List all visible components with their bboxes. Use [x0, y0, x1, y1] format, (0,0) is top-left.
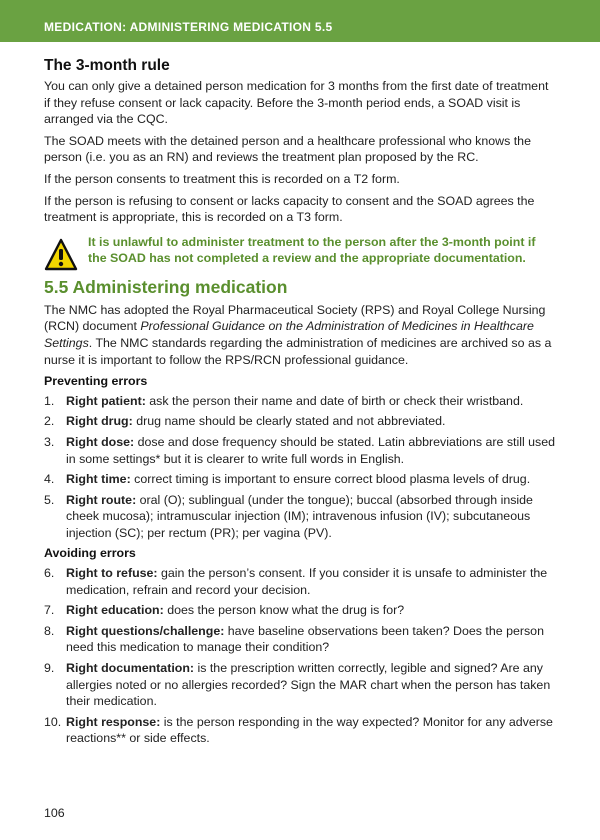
- list-item: [44, 434, 556, 467]
- item-term: Right time:: [66, 472, 131, 487]
- page-number: 106: [44, 806, 65, 820]
- list-item: [44, 660, 556, 710]
- item-text: is the person responding in the way expected? Monitor for any adverse reactions** or side effects.: [66, 714, 553, 746]
- rule-paragraph: You can only give a detained person medication for 3 months from the first date of treatment if they refuse consent or lack capacity. Before the 3-month period ends, a SOAD visit is arranged via the CQC.: [44, 79, 549, 127]
- running-header: [0, 0, 600, 42]
- item-term: Right to refuse:: [66, 566, 158, 581]
- three-month-rule-heading: The 3-month rule: [44, 57, 170, 74]
- intro-text-before: The NMC has adopted the Royal Pharmaceutical Society (RPS) and Royal College Nursing (RCN) document: [44, 302, 546, 334]
- item-term: Right dose:: [66, 434, 135, 449]
- item-text: is the prescription written correctly, legible and signed? Are any allergies noted or no allergies recorded? Sign the MAR chart when the person has taken their medication.: [66, 661, 551, 709]
- item-term: Right patient:: [66, 393, 146, 408]
- list-item: [44, 492, 556, 542]
- item-term: Right education:: [66, 603, 164, 618]
- item-text: correct timing is important to ensure correct blood plasma levels of drug.: [130, 472, 531, 487]
- item-text: does the person know what the drug is for?: [163, 603, 405, 618]
- item-number: 5.: [44, 492, 55, 507]
- avoiding-errors-heading: Avoiding errors: [44, 546, 136, 561]
- item-text: oral (O); sublingual (under the tongue); buccal (absorbed through inside cheek mucosa); intramuscular injection (IM); intravenous infusion (IV); subcutaneous injection (SC); per rectum (PR); per vagina (PV).: [66, 492, 533, 540]
- avoiding-errors-list: [44, 565, 556, 747]
- item-term: Right route:: [66, 492, 137, 507]
- item-term: Right questions/challenge:: [66, 623, 225, 638]
- document-title: Professional Guidance on the Administration of Medicines in Healthcare Settings: [44, 319, 534, 350]
- section-intro: [44, 302, 556, 368]
- warning-text: It is unlawful to administer treatment to the person after the 3-month point if the SOAD has not completed a review and the appropriate documentation.: [88, 234, 536, 266]
- item-term: Right drug:: [66, 414, 133, 429]
- item-term: Right response:: [66, 714, 161, 729]
- item-number: 8.: [44, 623, 55, 638]
- item-text: ask the person their name and date of birth or check their wristband.: [145, 393, 524, 408]
- item-number: 3.: [44, 434, 55, 449]
- preventing-errors-heading: Preventing errors: [44, 374, 148, 389]
- item-number: 4.: [44, 472, 55, 487]
- preventing-errors-list: [44, 393, 556, 542]
- item-number: 10.: [44, 714, 62, 729]
- item-text: gain the person’s consent. If you consider it is unsafe to administer the medication, refrain and record your decision.: [66, 566, 548, 597]
- list-item: [44, 413, 556, 430]
- rule-paragraph: If the person consents to treatment this is recorded on a T2 form.: [44, 171, 400, 186]
- intro-text-after: . The NMC standards regarding the administration of medicines are archived so as a nurse it is important to follow the RPS/RCN professional guidance.: [44, 335, 552, 367]
- warning-triangle-icon: [44, 238, 78, 272]
- warning-callout: [44, 234, 556, 272]
- item-number: 2.: [44, 414, 55, 429]
- section-heading: 5.5 Administering medication: [44, 276, 288, 297]
- list-item: [44, 565, 556, 598]
- item-text: drug name should be clearly stated and not abbreviated.: [132, 414, 446, 429]
- list-item: [44, 623, 556, 656]
- item-number: 7.: [44, 603, 55, 618]
- list-item: [44, 393, 556, 410]
- item-term: Right documentation:: [66, 661, 195, 676]
- item-number: 9.: [44, 661, 55, 676]
- item-number: 6.: [44, 566, 55, 581]
- item-number: 1.: [44, 393, 55, 408]
- item-text: have baseline observations been taken? Does the person need this medication to manage their condition?: [66, 623, 544, 655]
- running-header-title: MEDICATION: ADMINISTERING MEDICATION 5.5: [44, 20, 333, 34]
- list-item: [44, 471, 556, 488]
- list-item: [44, 714, 556, 747]
- rule-paragraph: If the person is refusing to consent or lacks capacity to consent and the SOAD agrees the treatment is appropriate, this is recorded on a T3 form.: [44, 193, 535, 225]
- item-text: dose and dose frequency should be stated. Latin abbreviations are still used in some settings* but it is clearer to write full words in English.: [66, 434, 556, 466]
- page-content: [44, 56, 556, 751]
- list-item: [44, 602, 556, 619]
- rule-paragraph: The SOAD meets with the detained person and a healthcare professional who knows the person (i.e. you as an RN) and reviews the treatment plan proposed by the RC.: [44, 133, 531, 165]
